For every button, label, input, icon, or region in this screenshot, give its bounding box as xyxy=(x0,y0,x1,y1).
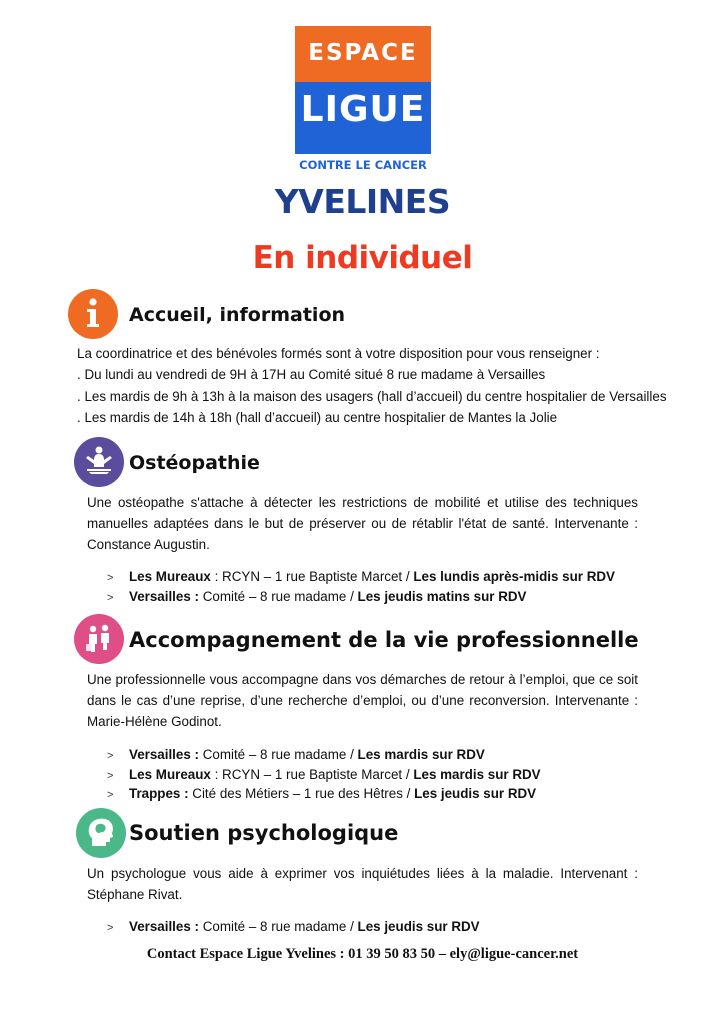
meditation-icon xyxy=(74,437,124,487)
bullet-arrow-icon: > xyxy=(107,769,114,782)
bullet-arrow-icon: > xyxy=(107,591,114,604)
bullet-arrow-icon: > xyxy=(107,922,114,934)
vie-professionnelle-locations xyxy=(107,746,541,805)
page-subtitle: En individuel xyxy=(252,240,473,276)
list-item: > Trappes : Cité des Métiers – 1 rue des Hêtres / Les jeudis sur RDV xyxy=(107,785,541,805)
list-item: > Les Mureaux : RCYN – 1 rue Baptiste Marcet / Les lundis après-midis sur RDV xyxy=(107,568,615,588)
section-title-accueil: Accueil, information xyxy=(129,304,346,326)
briefcase-people-icon xyxy=(74,614,124,664)
bullet-arrow-icon: > xyxy=(107,572,114,584)
list-item: > Versailles : Comité – 8 rue madame / Les jeudis sur RDV xyxy=(107,918,480,938)
logo-espace-text: ESPACE xyxy=(308,40,418,66)
list-item: > Les Mureaux : RCYN – 1 rue Baptiste Marcet / Les mardis sur RDV xyxy=(107,766,541,786)
bullet-arrow-icon: > xyxy=(107,750,114,762)
vie-professionnelle-description: Une professionnelle vous accompagne dans vos démarches de retour à l’emploi, que ce soit dans le cas d’une reprise, d’une recherche d’emploi, ou d’une reconversion. Intervenante : Marie-Hélène Godinot. xyxy=(87,672,638,729)
accueil-line: . Les mardis de 14h à 18h (hall d’accueil) au centre hospitalier de Mantes la Jolie xyxy=(77,409,558,425)
accueil-line: La coordinatrice et des bénévoles formés sont à votre disposition pour vous renseigner : xyxy=(77,346,600,361)
osteopathie-locations xyxy=(107,568,615,607)
list-item: > Versailles : Comité – 8 rue madame / Les mardis sur RDV xyxy=(107,746,541,766)
section-title-soutien-psychologique: Soutien psychologique xyxy=(129,821,399,845)
info-icon xyxy=(68,289,118,339)
contact-footer: Contact Espace Ligue Yvelines : 01 39 50 83 50 – ely@ligue-cancer.net xyxy=(146,946,579,962)
head-profile-icon xyxy=(76,808,126,858)
osteopathie-description: Une ostéopathe s'attache à détecter les restrictions de mobilité et utilise des techniques manuelles adaptées dans le but de préserver ou de rétablir l'état de santé. Intervenante : Constance Augustin. xyxy=(87,495,638,552)
soutien-psychologique-description: Un psychologue vous aide à exprimer vos inquiétudes liées à la maladie. Intervenant : Stéphane Rivat. xyxy=(87,866,638,902)
section-title-osteopathie: Ostéopathie xyxy=(129,452,260,474)
logo-ligue-text: LIGUE xyxy=(300,89,426,130)
bullet-arrow-icon: > xyxy=(107,789,114,801)
accueil-line: . Les mardis de 9h à 13h à la maison des usagers (hall d’accueil) du centre hospitalier de Versailles xyxy=(77,388,667,404)
accueil-line: . Du lundi au vendredi de 9H à 17H au Comité situé 8 rue madame à Versailles xyxy=(77,367,546,383)
list-item: > Versailles : Comité – 8 rue madame / Les jeudis matins sur RDV xyxy=(107,588,615,608)
section-title-vie-professionnelle: Accompagnement de la vie professionnelle xyxy=(129,628,639,652)
soutien-psychologique-locations xyxy=(107,918,480,938)
page-title: YVELINES xyxy=(274,182,451,221)
accueil-text xyxy=(77,343,667,428)
logo-contre-le-cancer-text: CONTRE LE CANCER xyxy=(299,158,427,172)
espace-ligue-logo xyxy=(295,26,431,174)
